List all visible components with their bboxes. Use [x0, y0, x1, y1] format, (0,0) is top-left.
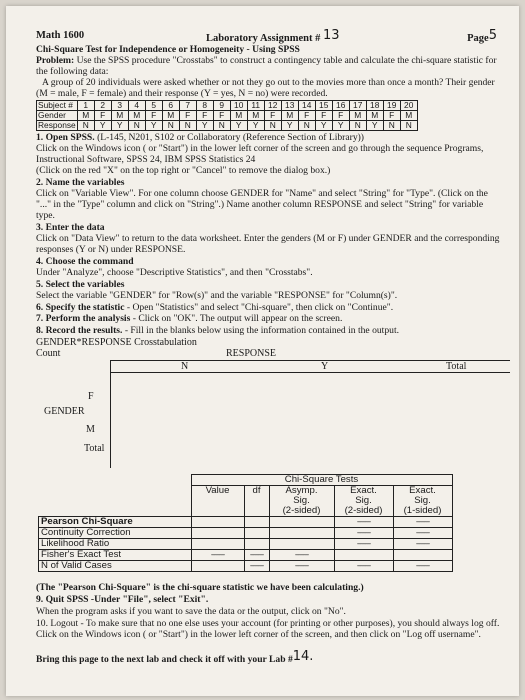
subject-label: Subject # [37, 101, 78, 111]
step-3-text: Click on "Data View" to return to the data worksheet. Enter the genders (M or F) under GENDER and the corresponding responses (Y or N) under RESPONSE. [36, 233, 500, 255]
response-cell: N [349, 121, 366, 131]
step-10: 10. Logout - To make sure that no one else uses your account (for printing or other purposes), you should always log off. Click on the Windows icon ( or "Start") in the lower left corner of the screen, and then click on "Log off username". [36, 618, 500, 640]
gender-cell: M [349, 111, 366, 121]
step-7: 7. Perform the analysis - Click on "OK". The output will appear on the screen. [36, 313, 343, 324]
response-cell: N [383, 121, 400, 131]
gender-cell: F [383, 111, 400, 121]
assignment-label: Laboratory Assignment # 13 [206, 28, 340, 44]
gender-cell: M [281, 111, 298, 121]
h-value: Value [191, 486, 244, 517]
step-1-text2: (Click on the red "X" on the top right or "Cancel" to remove the dialog box.) [36, 165, 331, 176]
step-2-title: 2. Name the variables [36, 177, 125, 188]
h-asymp: Asymp. [269, 486, 334, 497]
step-5-text: Select the variable "GENDER" for "Row(s)" and the variable "RESPONSE" for "Column(s)". [36, 290, 398, 301]
subject-cell: 15 [315, 101, 332, 111]
response-cell: Y [145, 121, 162, 131]
crosstab-row-f: F [88, 391, 94, 402]
subject-cell: 19 [383, 101, 400, 111]
gender-cell: M [77, 111, 94, 121]
chi-row-n: N of Valid Cases -------- -------- -------- -------- [39, 561, 453, 572]
response-cell: N [162, 121, 179, 131]
course-label: Math 1600 [36, 30, 85, 41]
chi-square-table [38, 474, 453, 572]
subject-cell: 7 [179, 101, 196, 111]
chi-row-pearson: Pearson Chi-Square -------- -------- [39, 517, 453, 528]
response-cell: Y [281, 121, 298, 131]
gender-cell: M [247, 111, 264, 121]
response-cell: Y [111, 121, 128, 131]
response-cell: N [400, 121, 417, 131]
step-3-title: 3. Enter the data [36, 222, 105, 233]
response-cell: Y [94, 121, 111, 131]
page-header [36, 30, 497, 44]
response-cell: N [213, 121, 230, 131]
h-sig-b: Sig. [334, 496, 393, 506]
final-instruction: Bring this page to the next lab and check it off with your Lab #14. [36, 649, 314, 665]
data-table [36, 100, 418, 131]
subject-cell: 10 [230, 101, 247, 111]
crosstab-title: GENDER*RESPONSE Crosstabulation [36, 337, 197, 348]
response-cell: N [298, 121, 315, 131]
subject-cell: 1 [77, 101, 94, 111]
gender-cell: F [298, 111, 315, 121]
crosstab-col-total: Total [446, 361, 467, 372]
crosstab-gender: GENDER [44, 406, 85, 417]
subject-cell: 14 [298, 101, 315, 111]
subject-cell: 12 [264, 101, 281, 111]
gender-cell: M [111, 111, 128, 121]
chi-tests-title: Chi-Square Tests [191, 475, 452, 486]
h-sig-a: Sig. [269, 496, 334, 506]
subject-cell: 9 [213, 101, 230, 111]
step-1: 1. Open SPSS. (L-145, N201, S102 or Collaboratory (Reference Section of Library)) [36, 132, 365, 143]
response-cell: N [77, 121, 94, 131]
h-exact-2: Exact. [334, 486, 393, 497]
step-8: 8. Record the results. - Fill in the blanks below using the information contained in the output. [36, 325, 400, 336]
gender-label: Gender [37, 111, 78, 121]
subject-cell: 8 [196, 101, 213, 111]
subject-cell: 5 [145, 101, 162, 111]
subject-cell: 4 [128, 101, 145, 111]
subject-cell: 20 [400, 101, 417, 111]
crosstab-count: Count [36, 348, 61, 359]
step-4-title: 4. Choose the command [36, 256, 134, 267]
step-5-title: 5. Select the variables [36, 279, 125, 290]
chi-row-likelihood: Likelihood Ratio -------- -------- [39, 539, 453, 550]
step-6: 6. Specify the statistic - Open "Statistics" and select "Chi-square", then click on "Continue". [36, 302, 394, 313]
chi-row-fisher: Fisher's Exact Test -------- -------- -------- [39, 550, 453, 561]
intro-text: A group of 20 individuals were asked whether or not they go out to the movies more than once a month? Their gender (M = male, F = female) and their response (Y = yes, N = no) were recorded. [36, 77, 495, 99]
response-label: Response [38, 120, 76, 130]
gender-cell: F [94, 111, 111, 121]
worksheet-title: Chi-Square Test for Independence or Homogeneity - Using SPSS [36, 44, 300, 55]
h-1sided: (1-sided) [393, 506, 452, 517]
page-number: 5 [488, 28, 497, 43]
h-2sided-b: (2-sided) [334, 506, 393, 517]
crosstab-response: RESPONSE [226, 348, 277, 359]
crosstab-row-total: Total [84, 443, 105, 454]
response-cell: Y [366, 121, 383, 131]
subject-cell: 16 [332, 101, 349, 111]
step-4-text: Under "Analyze", choose "Descriptive Statistics", and then "Crosstabs". [36, 267, 313, 278]
response-cell: N [264, 121, 281, 131]
gender-cell: F [179, 111, 196, 121]
subject-cell: 6 [162, 101, 179, 111]
gender-cell: M [128, 111, 145, 121]
crosstab-left-rule [110, 360, 111, 468]
page-label: Page5 [467, 28, 497, 44]
data-table-wrap [36, 100, 418, 131]
subject-cell: 2 [94, 101, 111, 111]
gender-cell: F [196, 111, 213, 121]
crosstab-col-n: N [181, 361, 189, 372]
lab-number: 14. [292, 649, 314, 664]
gender-cell: M [400, 111, 417, 121]
subject-cell: 3 [111, 101, 128, 111]
h-df: df [244, 486, 269, 517]
response-cell: Y [315, 121, 332, 131]
step-9-text: When the program asks if you want to save the data or the output, click on "No". [36, 606, 346, 617]
h-exact-1: Exact. [393, 486, 452, 497]
response-cell: Y [196, 121, 213, 131]
worksheet-page [6, 6, 519, 696]
response-cell: Y [332, 121, 349, 131]
pearson-note: (The "Pearson Chi-Square" is the chi-square statistic we have been calculating.) [36, 582, 364, 593]
crosstab-col-y: Y [321, 361, 329, 372]
response-cell: N [128, 121, 145, 131]
gender-cell: F [213, 111, 230, 121]
response-cell: Y [247, 121, 264, 131]
subject-cell: 13 [281, 101, 298, 111]
subject-cell: 18 [366, 101, 383, 111]
problem-statement: Problem: Use the SPSS procedure "Crosstabs" to construct a contingency table and calculate the chi-square statistic for the following data: [36, 55, 497, 77]
step-9: 9. Quit SPSS -Under "File", select "Exit". [36, 594, 209, 605]
gender-cell: M [162, 111, 179, 121]
crosstab-col-rule [110, 372, 510, 373]
gender-cell: F [315, 111, 332, 121]
response-cell: Y [230, 121, 247, 131]
gender-cell: F [264, 111, 281, 121]
gender-cell: F [145, 111, 162, 121]
h-2sided-a: (2-sided) [269, 506, 334, 517]
subject-cell: 11 [247, 101, 264, 111]
step-2-text: Click on "Variable View". For one column choose GENDER for "Name" and select "String" for "Type". (Click on the "..." in the "Type" column and click on "String".) Name another column RESPONSE and select "String" for variable type. [36, 188, 488, 221]
h-sig-c: Sig. [393, 496, 452, 506]
step-1-text: Click on the Windows icon ( or "Start") in the lower left corner of the screen and go through the sequence Programs, Instructional Software, SPSS 24, IBM SPSS Statistics 24 [36, 143, 484, 165]
crosstab-row-m: M [86, 424, 95, 435]
response-cell: N [179, 121, 196, 131]
gender-cell: M [366, 111, 383, 121]
gender-cell: F [332, 111, 349, 121]
subject-cell: 17 [349, 101, 366, 111]
assignment-number: 13 [322, 28, 340, 43]
chi-row-continuity: Continuity Correction -------- -------- [39, 528, 453, 539]
gender-cell: M [230, 111, 247, 121]
